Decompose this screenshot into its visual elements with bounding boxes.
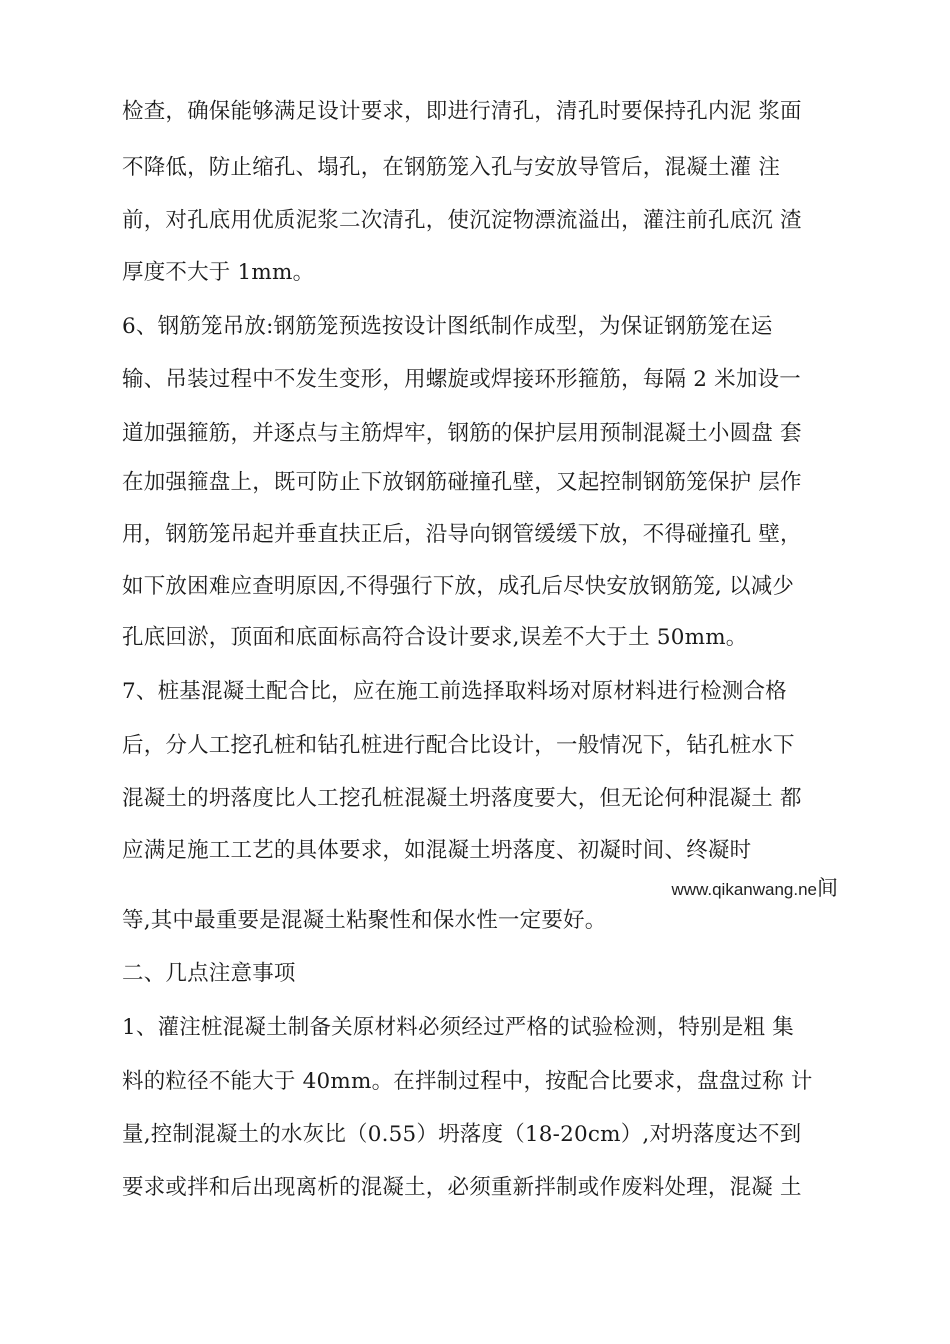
section-heading: 二、几点注意事项	[122, 961, 296, 986]
text-line: 如下放困难应查明原因,不得强行下放，成孔后尽快安放钢筋笼, 以减少	[122, 574, 795, 599]
text-line: 检查，确保能够满足设计要求，即进行清孔，清孔时要保持孔内泥 浆面	[122, 99, 802, 124]
watermark-text: www.qikanwang.ne	[671, 880, 817, 899]
text-line: 厚度不大于 1mm。	[122, 260, 315, 285]
text-line: 应满足施工工艺的具体要求，如混凝土坍落度、初凝时间、终凝时	[122, 838, 752, 863]
text-line: 前，对孔底用优质泥浆二次清孔，使沉淀物漂流溢出，灌注前孔底沉 渣	[122, 208, 802, 233]
watermark-row	[122, 876, 838, 902]
text-line: 6、钢筋笼吊放:钢筋笼预选按设计图纸制作成型，为保证钢筋笼在运	[122, 314, 773, 339]
text-line: 不降低，防止缩孔、塌孔，在钢筋笼入孔与安放导管后，混凝土灌 注	[122, 155, 781, 180]
text-line: 在加强箍盘上，既可防止下放钢筋碰撞孔壁，又起控制钢筋笼保护 层作	[122, 470, 802, 495]
text-line: 孔底回淤，顶面和底面标高符合设计要求,误差不大于土 50mm。	[122, 625, 748, 650]
text-line: 1、灌注桩混凝土制备关原材料必须经过严格的试验检测，特别是粗 集	[122, 1015, 794, 1040]
text-line: 等,其中最重要是混凝土粘聚性和保水性一定要好。	[122, 908, 607, 933]
text-line: 7、桩基混凝土配合比，应在施工前选择取料场对原材料进行检测合格	[122, 679, 787, 704]
text-line: 料的粒径不能大于 40mm。在拌制过程中，按配合比要求，盘盘过称 计	[122, 1069, 813, 1094]
text-line: 混凝土的坍落度比人工挖孔桩混凝土坍落度要大，但无论何种混凝土 都	[122, 786, 802, 811]
text-line: 要求或拌和后出现离析的混凝土，必须重新拌制或作废料处理，混凝 土	[122, 1175, 802, 1200]
text-line: 后，分人工挖孔桩和钻孔桩进行配合比设计，一般情况下，钻孔桩水下	[122, 733, 795, 758]
text-line: 用，钢筋笼吊起并垂直扶正后，沿导向钢管缓缓下放，不得碰撞孔 壁，	[122, 522, 802, 547]
text-line: 量,控制混凝土的水灰比（0.55）坍落度（18-20cm）,对坍落度达不到	[122, 1122, 802, 1147]
text-line: 道加强箍筋，并逐点与主筋焊牢，钢筋的保护层用预制混凝土小圆盘 套	[122, 421, 802, 446]
text-line: 输、吊装过程中不发生变形，用螺旋或焊接环形箍筋，每隔 2 米加设一	[122, 367, 801, 392]
line-tail-text: 间	[817, 876, 838, 900]
